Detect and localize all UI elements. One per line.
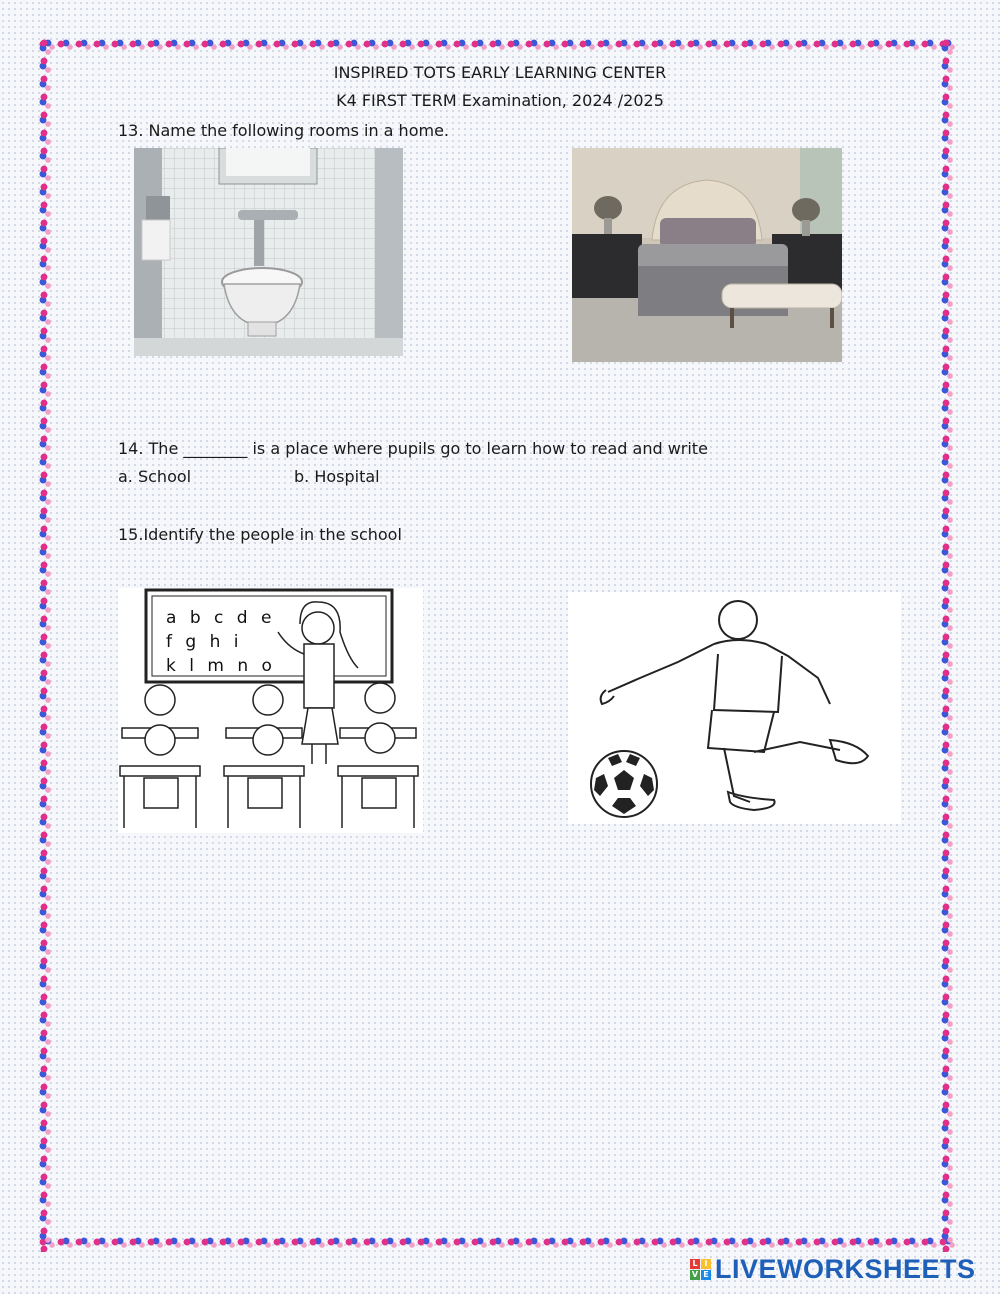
footballer-image	[568, 592, 901, 824]
school-name: INSPIRED TOTS EARLY LEARNING CENTER	[333, 63, 667, 82]
logo-letter-e: E	[701, 1270, 711, 1280]
question-13-prompt: 13. Name the following rooms in a home.	[118, 121, 449, 140]
exam-title: K4 FIRST TERM Examination, 2024 /2025	[336, 91, 664, 110]
question-15-prompt: 15.Identify the people in the school	[118, 525, 402, 544]
toilet-image	[134, 148, 403, 356]
balloon-border-right	[940, 38, 956, 1252]
board-letters-row-3: k l m n o	[166, 656, 276, 676]
question-14-option-b[interactable]: b. Hospital	[294, 467, 380, 486]
liveworksheets-logo-icon	[690, 1259, 711, 1280]
board-letters-row-1: a b c d e	[166, 608, 276, 628]
logo-letter-i: I	[701, 1259, 711, 1269]
bedroom-image	[572, 148, 842, 362]
liveworksheets-watermark[interactable]	[690, 1254, 976, 1285]
question-14-option-a[interactable]: a. School	[118, 467, 192, 486]
question-14-prompt: 14. The ________ is a place where pupils go to learn how to read and write	[118, 439, 708, 458]
logo-letter-l: L	[690, 1259, 700, 1269]
balloon-border-bottom	[38, 1236, 956, 1252]
teacher-classroom-image	[118, 588, 423, 833]
balloon-border-top	[38, 38, 956, 54]
logo-letter-v: V	[691, 1270, 699, 1279]
board-letters-row-2: f g h i	[166, 632, 243, 652]
balloon-border-left	[38, 38, 54, 1252]
watermark-text: LIVEWORKSHEETS	[715, 1254, 976, 1284]
